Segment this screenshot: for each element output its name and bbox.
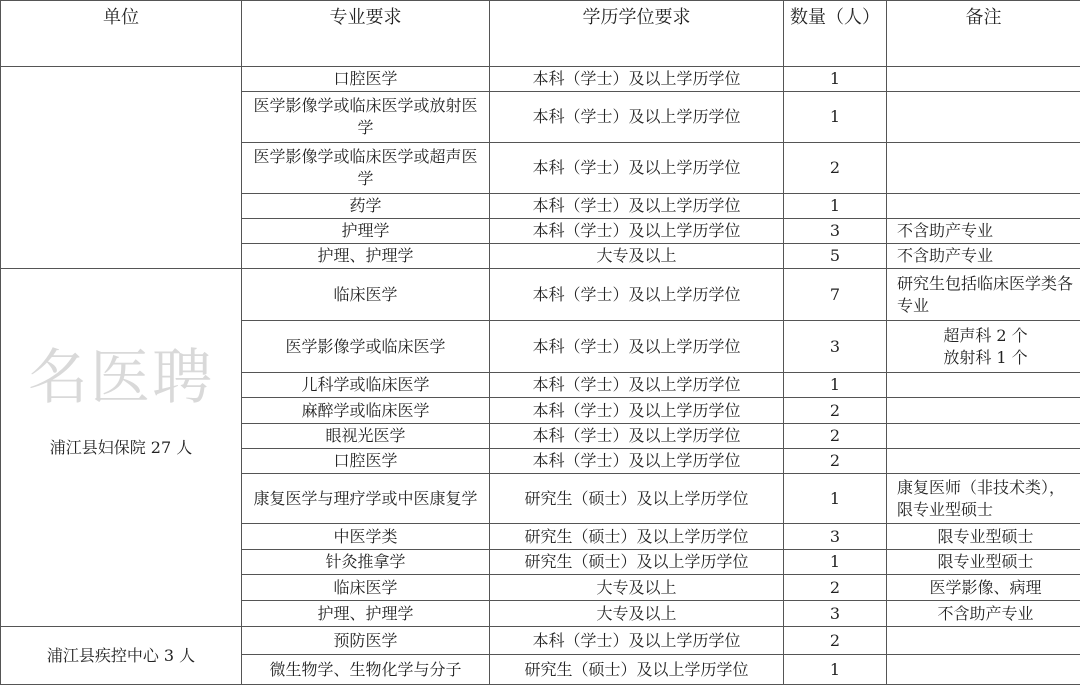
degree-cell: 本科（学士）及以上学历学位 bbox=[490, 321, 784, 373]
note-cell bbox=[887, 627, 1080, 655]
note-cell bbox=[887, 449, 1080, 474]
degree-cell: 本科（学士）及以上学历学位 bbox=[490, 627, 784, 655]
major-cell: 医学影像学或临床医学或放射医学 bbox=[242, 92, 490, 143]
major-cell: 中医学类 bbox=[242, 524, 490, 550]
degree-cell: 大专及以上 bbox=[490, 244, 784, 269]
watermark: 名医聘 bbox=[28, 343, 214, 413]
table-row bbox=[1, 67, 1080, 92]
note-cell: 不含助产专业 bbox=[887, 219, 1080, 244]
unit-cell bbox=[1, 67, 242, 269]
note-cell: 超声科 2 个 放射科 1 个 bbox=[887, 321, 1080, 373]
major-cell: 麻醉学或临床医学 bbox=[242, 398, 490, 424]
count-cell: 2 bbox=[784, 627, 887, 655]
count-cell: 2 bbox=[784, 449, 887, 474]
note-cell: 研究生包括临床医学类各专业 bbox=[887, 269, 1080, 321]
count-cell: 2 bbox=[784, 424, 887, 449]
degree-cell: 本科（学士）及以上学历学位 bbox=[490, 269, 784, 321]
major-cell: 护理学 bbox=[242, 219, 490, 244]
major-cell: 临床医学 bbox=[242, 575, 490, 601]
major-cell: 口腔医学 bbox=[242, 449, 490, 474]
major-cell: 医学影像学或临床医学 bbox=[242, 321, 490, 373]
note-cell: 医学影像、病理 bbox=[887, 575, 1080, 601]
degree-cell: 本科（学士）及以上学历学位 bbox=[490, 424, 784, 449]
note-cell: 限专业型硕士 bbox=[887, 524, 1080, 550]
degree-cell: 研究生（硕士）及以上学历学位 bbox=[490, 655, 784, 685]
note-cell bbox=[887, 92, 1080, 143]
degree-cell: 本科（学士）及以上学历学位 bbox=[490, 219, 784, 244]
count-cell: 1 bbox=[784, 194, 887, 219]
degree-cell: 本科（学士）及以上学历学位 bbox=[490, 92, 784, 143]
count-cell: 2 bbox=[784, 575, 887, 601]
major-cell: 医学影像学或临床医学或超声医学 bbox=[242, 143, 490, 194]
major-cell: 药学 bbox=[242, 194, 490, 219]
major-cell: 护理、护理学 bbox=[242, 601, 490, 627]
header-unit: 单位 bbox=[1, 1, 242, 67]
note-cell bbox=[887, 67, 1080, 92]
major-cell: 临床医学 bbox=[242, 269, 490, 321]
degree-cell: 大专及以上 bbox=[490, 575, 784, 601]
header-degree: 学历学位要求 bbox=[490, 1, 784, 67]
unit-cell: 浦江县疾控中心 3 人 bbox=[1, 627, 242, 685]
count-cell: 1 bbox=[784, 373, 887, 398]
major-cell: 儿科学或临床医学 bbox=[242, 373, 490, 398]
count-cell: 3 bbox=[784, 321, 887, 373]
count-cell: 5 bbox=[784, 244, 887, 269]
header-row bbox=[1, 1, 1080, 67]
count-cell: 2 bbox=[784, 398, 887, 424]
degree-cell: 研究生（硕士）及以上学历学位 bbox=[490, 550, 784, 575]
major-cell: 护理、护理学 bbox=[242, 244, 490, 269]
degree-cell: 本科（学士）及以上学历学位 bbox=[490, 373, 784, 398]
header-count: 数量（人） bbox=[784, 1, 887, 67]
degree-cell: 本科（学士）及以上学历学位 bbox=[490, 67, 784, 92]
count-cell: 7 bbox=[784, 269, 887, 321]
degree-cell: 研究生（硕士）及以上学历学位 bbox=[490, 474, 784, 524]
note-cell bbox=[887, 424, 1080, 449]
major-cell: 口腔医学 bbox=[242, 67, 490, 92]
count-cell: 3 bbox=[784, 219, 887, 244]
note-cell bbox=[887, 398, 1080, 424]
note-cell: 康复医师（非技术类），限专业型硕士 bbox=[887, 474, 1080, 524]
note-cell bbox=[887, 373, 1080, 398]
degree-cell: 本科（学士）及以上学历学位 bbox=[490, 449, 784, 474]
note-cell bbox=[887, 655, 1080, 685]
major-cell: 针灸推拿学 bbox=[242, 550, 490, 575]
count-cell: 1 bbox=[784, 474, 887, 524]
count-cell: 1 bbox=[784, 67, 887, 92]
count-cell: 1 bbox=[784, 550, 887, 575]
note-cell: 限专业型硕士 bbox=[887, 550, 1080, 575]
count-cell: 2 bbox=[784, 143, 887, 194]
unit-cell: 浦江县妇保院 27 人 bbox=[1, 269, 242, 627]
table-row bbox=[1, 627, 1080, 655]
count-cell: 3 bbox=[784, 524, 887, 550]
major-cell: 康复医学与理疗学或中医康复学 bbox=[242, 474, 490, 524]
degree-cell: 研究生（硕士）及以上学历学位 bbox=[490, 524, 784, 550]
degree-cell: 大专及以上 bbox=[490, 601, 784, 627]
major-cell: 眼视光医学 bbox=[242, 424, 490, 449]
note-cell: 不含助产专业 bbox=[887, 244, 1080, 269]
major-cell: 预防医学 bbox=[242, 627, 490, 655]
count-cell: 1 bbox=[784, 655, 887, 685]
note-cell bbox=[887, 143, 1080, 194]
note-cell: 不含助产专业 bbox=[887, 601, 1080, 627]
note-cell bbox=[887, 194, 1080, 219]
major-cell: 微生物学、生物化学与分子 bbox=[242, 655, 490, 685]
degree-cell: 本科（学士）及以上学历学位 bbox=[490, 194, 784, 219]
count-cell: 3 bbox=[784, 601, 887, 627]
degree-cell: 本科（学士）及以上学历学位 bbox=[490, 398, 784, 424]
table-row bbox=[1, 269, 1080, 321]
header-major: 专业要求 bbox=[242, 1, 490, 67]
header-note: 备注 bbox=[887, 1, 1080, 67]
degree-cell: 本科（学士）及以上学历学位 bbox=[490, 143, 784, 194]
count-cell: 1 bbox=[784, 92, 887, 143]
